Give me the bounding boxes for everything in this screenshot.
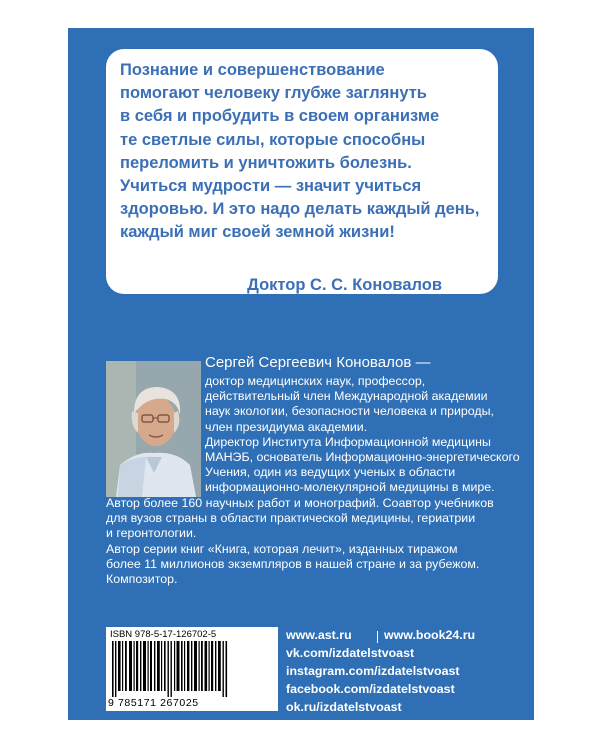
bio-line: действительный член Международной академии [205, 389, 488, 404]
book-back-cover [68, 28, 534, 720]
quote-author: Доктор С. С. Коновалов [247, 276, 442, 294]
bio-line: и геронтологии. [106, 526, 197, 541]
ean-number: 9 785171 267025 [108, 697, 199, 709]
quote-line: здоровью. И это надо делать каждый день, [120, 200, 480, 219]
bio-line: Директор Института Информационной медицины [205, 434, 491, 449]
quote-line: Учиться мудрости — значит учиться [120, 177, 422, 196]
author-photo [106, 361, 201, 497]
quote-text [120, 59, 492, 245]
link-ast[interactable]: www.ast.ru [286, 628, 352, 642]
quote-line: помогают человеку глубже заглянуть [120, 84, 427, 103]
link-divider [377, 631, 378, 643]
bio-line: член президиума академии. [205, 419, 368, 434]
psi-logo-icon [231, 656, 269, 694]
quote-line: переломить и уничтожить болезнь. [120, 153, 412, 172]
author-bio-narrow [205, 374, 525, 496]
link-ok[interactable]: ok.ru/izdatelstvoast [286, 700, 402, 714]
quote-box [106, 49, 498, 294]
bio-line: для вузов страны в области практической медицины, гериатрии [106, 511, 476, 526]
author-photo-illustration [106, 361, 201, 497]
bio-line: Автор более 160 научных работ и монографий. Соавтор учебников [106, 496, 494, 510]
bio-line: Учения, один из ведущих ученых в области [205, 465, 456, 480]
bio-line: доктор медицинских наук, профессор, [205, 374, 426, 388]
isbn-text: ISBN 978-5-17-126702-5 [110, 629, 217, 640]
quote-line: Познание и совершенствование [120, 61, 385, 79]
link-facebook[interactable]: facebook.com/izdatelstvoast [286, 682, 455, 696]
link-instagram[interactable]: instagram.com/izdatelstvoast [286, 664, 460, 678]
link-vk[interactable]: vk.com/izdatelstvoast [286, 646, 415, 660]
author-bio-full [106, 496, 526, 587]
quote-line: те светлые силы, которые способны [120, 130, 426, 149]
bio-line: наук экологии, безопасности человека и природы, [205, 404, 494, 419]
quote-line: в себя и пробудить в своем организме [120, 107, 440, 126]
bio-line: более 11 миллионов экземпляров в нашей стране и за рубежом. [106, 556, 480, 571]
barcode-icon [112, 641, 230, 697]
psi-symbol [233, 658, 267, 692]
bio-line: Композитор. [106, 572, 178, 587]
quote-line: каждый миг своей земной жизни! [120, 223, 395, 242]
bio-line: информационно-молекулярной медицины в мире. [205, 480, 495, 495]
bio-line: МАНЭБ, основатель Информационно-энергетического [205, 450, 520, 465]
bio-line: Автор серии книг «Книга, которая лечит», изданных тиражом [106, 541, 458, 556]
link-book24[interactable]: www.book24.ru [384, 628, 476, 642]
author-name: Сергей Сергеевич Коновалов — [205, 354, 431, 371]
